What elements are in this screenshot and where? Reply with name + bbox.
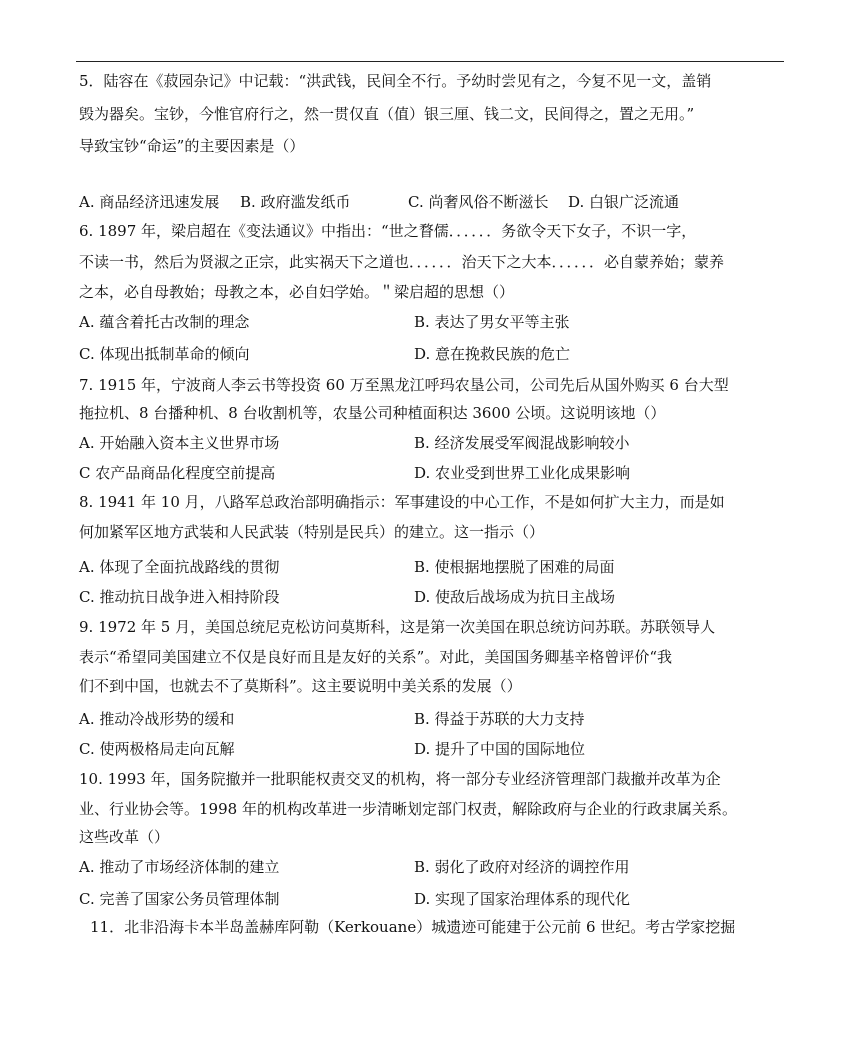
question-5-line-3: 导致宝钞“命运”的主要因素是（） xyxy=(79,137,305,155)
question-8-option-b[interactable]: B. 使根据地摆脱了困难的局面 xyxy=(414,558,615,576)
question-8-line-2: 何加紧军区地方武装和人民武装（特别是民兵）的建立。这一指示（） xyxy=(79,523,545,541)
question-9-line-2: 表示“希望同美国建立不仅是良好而且是友好的关系”。对此，美国国务卿基辛格曾评价“我 xyxy=(79,648,673,666)
question-11-line-1: 11．北非沿海卡本半岛盖赫库阿勒（Kerkouane）城遗迹可能建于公元前 6 世纪。考古学家挖掘 xyxy=(90,918,736,936)
question-9-option-c[interactable]: C. 使两极格局走向瓦解 xyxy=(79,740,235,758)
question-10-option-b[interactable]: B. 弱化了政府对经济的调控作用 xyxy=(414,858,630,876)
question-6-line-3: 之本，必自母教始；母教之本，必自妇学始。＂梁启超的思想（） xyxy=(79,283,515,301)
question-7-option-c[interactable]: C 农产品商品化程度空前提高 xyxy=(79,464,276,482)
question-6-option-d[interactable]: D. 意在挽救民族的危亡 xyxy=(414,345,571,363)
question-8-option-a[interactable]: A. 体现了全面抗战路线的贯彻 xyxy=(79,558,280,576)
question-10-line-3: 这些改革（） xyxy=(79,828,170,846)
question-7-line-1: 7. 1915 年，宁波商人李云书等投资 60 万至黑龙江呼玛农垦公司，公司先后从国外购买 6 台大型 xyxy=(79,376,729,394)
question-5-option-d[interactable]: D. 白银广泛流通 xyxy=(568,193,680,211)
question-7-option-b[interactable]: B. 经济发展受军阀混战影响较小 xyxy=(414,434,630,452)
question-8-option-c[interactable]: C. 推动抗日战争进入相持阶段 xyxy=(79,588,280,606)
header-rule xyxy=(76,61,784,62)
question-5-option-a[interactable]: A. 商品经济迅速发展 xyxy=(79,193,220,211)
question-9-line-1: 9. 1972 年 5 月，美国总统尼克松访问莫斯科，这是第一次美国在职总统访问苏联。苏联领导人 xyxy=(79,618,716,636)
question-6-option-c[interactable]: C. 体现出抵制革命的倾向 xyxy=(79,345,250,363)
question-10-line-1: 10. 1993 年，国务院撤并一批职能权责交叉的机构，将一部分专业经济管理部门裁撤并改革为企 xyxy=(79,770,721,788)
question-9-option-a[interactable]: A. 推动冷战形势的缓和 xyxy=(79,710,235,728)
question-7-option-d[interactable]: D. 农业受到世界工业化成果影响 xyxy=(414,464,631,482)
question-8-line-1: 8. 1941 年 10 月，八路军总政治部明确指示：军事建设的中心工作，不是如何扩大主力，而是如 xyxy=(79,493,725,511)
question-7-line-2: 拖拉机、8 台播种机、8 台收割机等，农垦公司种植面积达 3600 公顷。这说明该地（） xyxy=(79,404,666,422)
question-5-line-2: 毁为器矣。宝钞，今惟官府行之，然一贯仅直（值）银三厘、钱二文，民间得之，置之无用。” xyxy=(79,105,695,123)
question-5-line-1: 5．陆容在《菽园杂记》中记载：“洪武钱，民间全不行。予幼时尝见有之，今复不见一文，盖销 xyxy=(79,72,712,90)
question-9-line-3: 们不到中国，也就去不了莫斯科”。这主要说明中美关系的发展（） xyxy=(79,677,522,695)
question-7-option-a[interactable]: A. 开始融入资本主义世界市场 xyxy=(79,434,280,452)
question-8-option-d[interactable]: D. 使敌后战场成为抗日主战场 xyxy=(414,588,616,606)
question-6-option-b[interactable]: B. 表达了男女平等主张 xyxy=(414,313,570,331)
question-10-line-2: 业、行业协会等。1998 年的机构改革进一步清晰划定部门权责，解除政府与企业的行政隶属关系。 xyxy=(79,800,737,818)
question-10-option-a[interactable]: A. 推动了市场经济体制的建立 xyxy=(79,858,280,876)
question-9-option-b[interactable]: B. 得益于苏联的大力支持 xyxy=(414,710,585,728)
question-5-option-c[interactable]: C. 尚奢风俗不断滋长 xyxy=(408,193,549,211)
question-6-option-a[interactable]: A. 蕴含着托古改制的理念 xyxy=(79,313,250,331)
question-9-option-d[interactable]: D. 提升了中国的国际地位 xyxy=(414,740,586,758)
question-10-option-d[interactable]: D. 实现了国家治理体系的现代化 xyxy=(414,890,631,908)
question-5-option-b[interactable]: B. 政府滥发纸币 xyxy=(240,193,351,211)
question-10-option-c[interactable]: C. 完善了国家公务员管理体制 xyxy=(79,890,280,908)
question-6-line-2: 不读一书，然后为贤淑之正宗，此实祸天下之道也．．．．．．治天下之大本．．．．．．必自蒙养始；蒙养 xyxy=(79,253,725,271)
question-6-line-1: 6. 1897 年，梁启超在《变法通议》中指出：“世之瞀儒．．．．．．务欲令天下女子，不识一字， xyxy=(79,222,697,240)
